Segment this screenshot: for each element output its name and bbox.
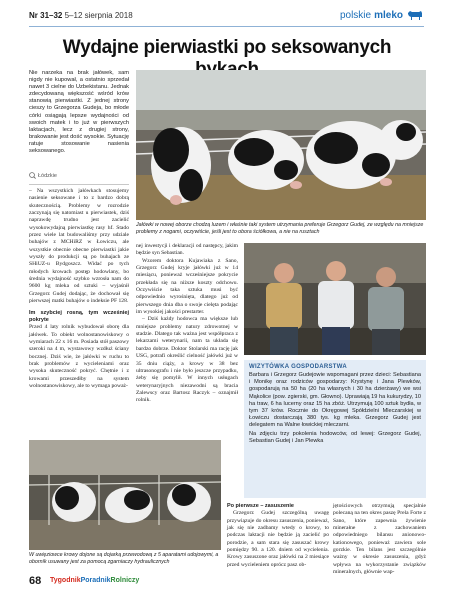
section-brand: [340, 9, 424, 21]
column-2: [136, 243, 238, 405]
barn-heifers-photo: [136, 70, 426, 220]
publication-logo: [50, 577, 139, 584]
paragraph: jętościowych otrzymują specjalnie polecaną na ten okres paszę Prela Forte z Sano, które zapewnia żywienie minerałne z zachowaniem odpowiedniego bilansu anionowo-kationowego, ponieważ zawiera sole gorzkie. Ten bilans jest szczególnie ważny w okresie zasuszenia, gdyż wpływa na wykorzystanie związków mineralnych, głównie wap-: [333, 503, 426, 576]
paragraph: Grzegorz Gudej szczególną uwagę przywiązuje do okresu zasuszenia, ponieważ, jak się nie zadbamy wtedy o krowy, to podczas laktacji nie będzie ją zacielić po porodzie, a sam stara się zasuszać krowy pomiędzy 90. a 120. dniem od wycielenia. Krowy zasuszone oraz jałówki na 2 miesiące przed wycieleniem oprócz pasz ob-: [227, 510, 329, 568]
logo-part-1: Tygodnik: [50, 577, 81, 584]
region-tag: [29, 172, 57, 179]
farm-profile-photo-caption: Na zdjęciu trzy pokolenia hodowców, od lewej: Grzegorz Gudej, Sebastian Gudej i Jan Plewka: [249, 430, 421, 444]
paragraph: – Dziś każdy hodowca ma większe lub mniejsze problemy natury zdrowotnej w stadzie. Dlatego tak ważna jest współpraca z lekarzami weterynarii, nam ta układa się bardzo dobrze. Doktor Stolarski ma rację jak USG, potrafi określić cielność jałówki już w 35 dniu ciąży, a krowy w 38 bez ultrasonografu i nie było jeszcze przypadku, żeby się pomylił. W innych usługach weterynaryjnych niezawodni są bracia Zalewscy oraz Bartosz Raczyk – oznajmił rolnik.: [136, 316, 238, 404]
page-number: 68: [29, 575, 42, 587]
article-title: Wydajne pierwiastki po seksowanych: [62, 37, 392, 58]
tie-stall-image: [29, 440, 221, 550]
tie-stall-photo: [29, 440, 221, 550]
paragraph: – Na wszystkich jałówkach stosujemy nasienie seksowane i to z bardzo dobrą skutecznością. Problemy w rozrodzie zaczynają się natomiast u pierwiastek, dziś naprawdę trudno jest zacielić wysokowydajną pierwiastkę rasy hf. Stado przez wiele lat budowaliśmy przy udziale buhajów z MCHiRZ w Łowiczu, ale wszystkie obecnie obecne pierwiastki jakie wyszły do produkcji są po buhajach ze SHiUZ-u Bydgoszcz. Widać po tych młodych krowach postęp hodowlany, bo średnia wydajność szybko wzrosła nam do 9600 kg mleka od sztuki – wyjaśnił Grzegorz Gudej dodając, że dochował się pierwszej matki buhajów o indeksie PF 128.: [29, 188, 129, 305]
brand-prefix: polskie: [339, 9, 372, 21]
barn-heifers-image: [136, 70, 426, 220]
cow-logo-icon: [406, 9, 424, 21]
issue-number: Nr 31–32: [29, 11, 63, 20]
paragraph: Wzorem doktora Kujawiaka z Sano, Grzegorz Gudej kryje jałówki już w 14 miesiącu, ponieważ wcześniejsze pokrycie przekłada się na niższe koszty odchowu. Oczywiście taka sztuka musi być odpowiednio wyrośnięta, dlatego już od pierwszego dnia dba o swoje cielęta podając im wysokiej jakości prestarter.: [136, 257, 238, 316]
issue-dates: 5–12 sierpnia 2018: [64, 11, 133, 20]
brand-name: mleko: [374, 9, 403, 21]
header-rule: [29, 26, 424, 27]
issue-info: [29, 11, 133, 20]
farm-profile-text: Barbara i Grzegorz Gudejowie wspomagani przez dzieci: Sebastiana i Monikę oraz rodziców gospodarzy: Krystynę i Jana Plewków, gospodarują na 50 ha (20 ha własnych i 30 ha dzierżawy) we wsi Mąkolice (pow. zgierski, gm. Głowno). Uprawiają 19 ha kukurydzy, 10 ha traw, 6 ha lucerny oraz 15 ha zbóż. Utrzymują 100 sztuk bydła, w tym 37 krów. Rocznie do Okręgowej Spółdzielni Mleczarskiej w Łowiczu dostarczają 380 tys. kg mleka. Grzegorz Gudej jest delegatem na Walne łowickiej mleczarni.: [249, 372, 421, 429]
tag-icon: [29, 172, 36, 179]
farm-profile-box: [244, 360, 426, 498]
column-3: [227, 503, 329, 569]
farm-profile-heading: WIZYTÓWKA GOSPODARSTWA: [249, 364, 348, 370]
farmers-image: [244, 243, 426, 355]
lead-divider: [29, 184, 129, 185]
paragraph: Przed 4 laty rolnik wybudował oborę dla jałówek. To obiekt wolnostanowiskowy o wymiarach 22 x 16 m. Posiada stół paszowy szeroki na 4 m, wystawowy wzdłuż ściany bocznej. Dziś wie, że jałówki w ruchu to brak problemów z wycieleniami oraz wysoka skuteczność pokryć. Chętnie i z krowami przeszedłby na system wolnostanowiskowy, ale to wymaga poważ-: [29, 324, 129, 389]
paragraph: nej inwestycji i deklaracji od następcy, jakim będzie syn Sebastian.: [136, 243, 238, 257]
column-1: [29, 188, 129, 390]
logo-part-3: Rolniczy: [110, 577, 140, 584]
tie-stall-caption: W uwięziowce krowy dojone są dojarką przewodową z 5 aparatami udojowymi, a oborník usuwany jest za pomocą zgarniaczy hydraulicznych: [29, 552, 219, 565]
logo-part-2: Poradnik: [80, 577, 111, 584]
farmers-photo: [244, 243, 426, 355]
subheading: Po pierwsze – zasuszenie: [227, 503, 294, 509]
article-lead: Nie narzeka na brak jałówek, sam nigdy nie kupował, a ostatnio sprzedał nawet 3 cielne do Uzbekistanu. Jednak zdecydowaną większość wśród krów stanowią pierwiastki. Z jednej strony cieszy to Grzegorza Gudeja, bo młode córki osiągają lepsze wydajności od swoich matek i to już w pierwszych laktacjach, lecz z drugiej strony, brakowanie jest dość wysokie. Sytuację ratuje stosowanie nasienia seksowanego.: [29, 70, 129, 155]
region-tag-label: Łódzkie: [38, 172, 57, 179]
subheading: Im szybciej rosną, tym wcześniej pokryte: [29, 309, 129, 323]
column-4: [333, 503, 426, 576]
barn-heifers-caption: Jałówki w nowej oborze chodzą luzem i właśnie taki system utrzymania preferuje Grzegorz Gudej, ze względu na mniejsze problemy z nogami, oczywiście, jeśli jest to obora ściółkowa, a nie na rusztach: [136, 222, 424, 235]
